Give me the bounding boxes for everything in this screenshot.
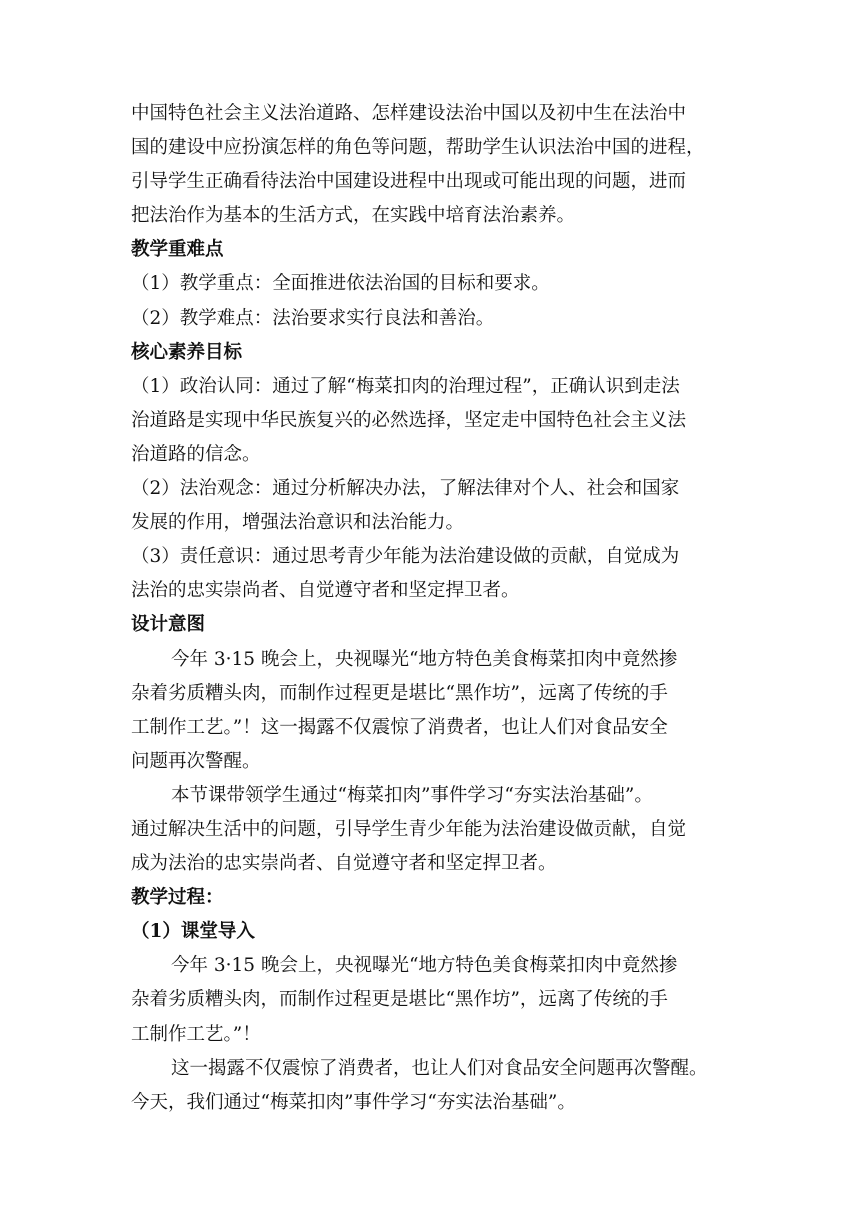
text-line: 今天，我们通过“梅菜扣肉”事件学习“夯实法治基础”。 [131,1091,576,1113]
text-line: 法治的忠实崇尚者、自觉遵守者和坚定捍卫者。 [131,580,520,602]
text-line: （3）责任意识：通过思考青少年能为法治建设做的贡献，自觉成为 [131,546,680,568]
text-line: 问题再次警醒。 [131,750,261,772]
text-line: 治道路的信念。 [131,443,261,465]
text-line: 通过解决生活中的问题，引导学生青少年能为法治建设做贡献，自觉 [131,818,687,840]
section-heading-core-goals: 核心素养目标 [131,341,243,363]
text-line: 今年 3·15 晚会上，央视曝光“地方特色美食梅菜扣肉中竟然掺 [171,955,678,977]
text-line: （2）教学难点：法治要求实行良法和善治。 [131,307,495,329]
text-line: 今年 3·15 晚会上，央视曝光“地方特色美食梅菜扣肉中竟然掺 [171,648,678,670]
text-line: 工制作工艺。”！ [131,1023,261,1045]
text-line: 治道路是实现中华民族复兴的必然选择，坚定走中国特色社会主义法 [131,409,687,431]
text-line: 引导学生正确看待法治中国建设进程中出现或可能出现的问题，进而 [131,171,687,193]
text-line: 发展的作用，增强法治意识和法治能力。 [131,512,465,534]
text-line: 杂着劣质糟头肉，而制作过程更是堪比“黑作坊”，远离了传统的手 [131,989,668,1011]
section-heading-key-points: 教学重难点 [131,239,224,261]
text-line: （2）法治观念：通过分析解决办法，了解法律对个人、社会和国家 [131,478,680,500]
text-line: （1）教学重点：全面推进依法治国的目标和要求。 [131,273,550,295]
text-line: 本节课带领学生通过“梅菜扣肉”事件学习“夯实法治基础”。 [171,784,653,806]
section-heading-design-intent: 设计意图 [131,614,206,636]
text-line: （1）政治认同：通过了解“梅菜扣肉的治理过程”，正确认识到走法 [131,375,680,397]
text-line: 成为法治的忠实崇尚者、自觉遵守者和坚定捍卫者。 [131,853,557,875]
text-line: 国的建设中应扮演怎样的角色等问题，帮助学生认识法治中国的进程， [131,137,705,159]
section-heading-teaching-process: 教学过程： [131,887,224,909]
text-line: 工制作工艺。”！这一揭露不仅震惊了消费者，也让人们对食品安全 [131,716,668,738]
text-line: 这一揭露不仅震惊了消费者，也让人们对食品安全问题再次警醒。 [171,1057,708,1079]
text-line: 中国特色社会主义法治道路、怎样建设法治中国以及初中生在法治中 [131,103,687,124]
document-body [131,97,735,1120]
text-line: 把法治作为基本的生活方式，在实践中培育法治素养。 [131,205,576,227]
subsection-heading-intro: （1）课堂导入 [131,921,255,943]
text-line: 杂着劣质糟头肉，而制作过程更是堪比“黑作坊”，远离了传统的手 [131,682,668,704]
